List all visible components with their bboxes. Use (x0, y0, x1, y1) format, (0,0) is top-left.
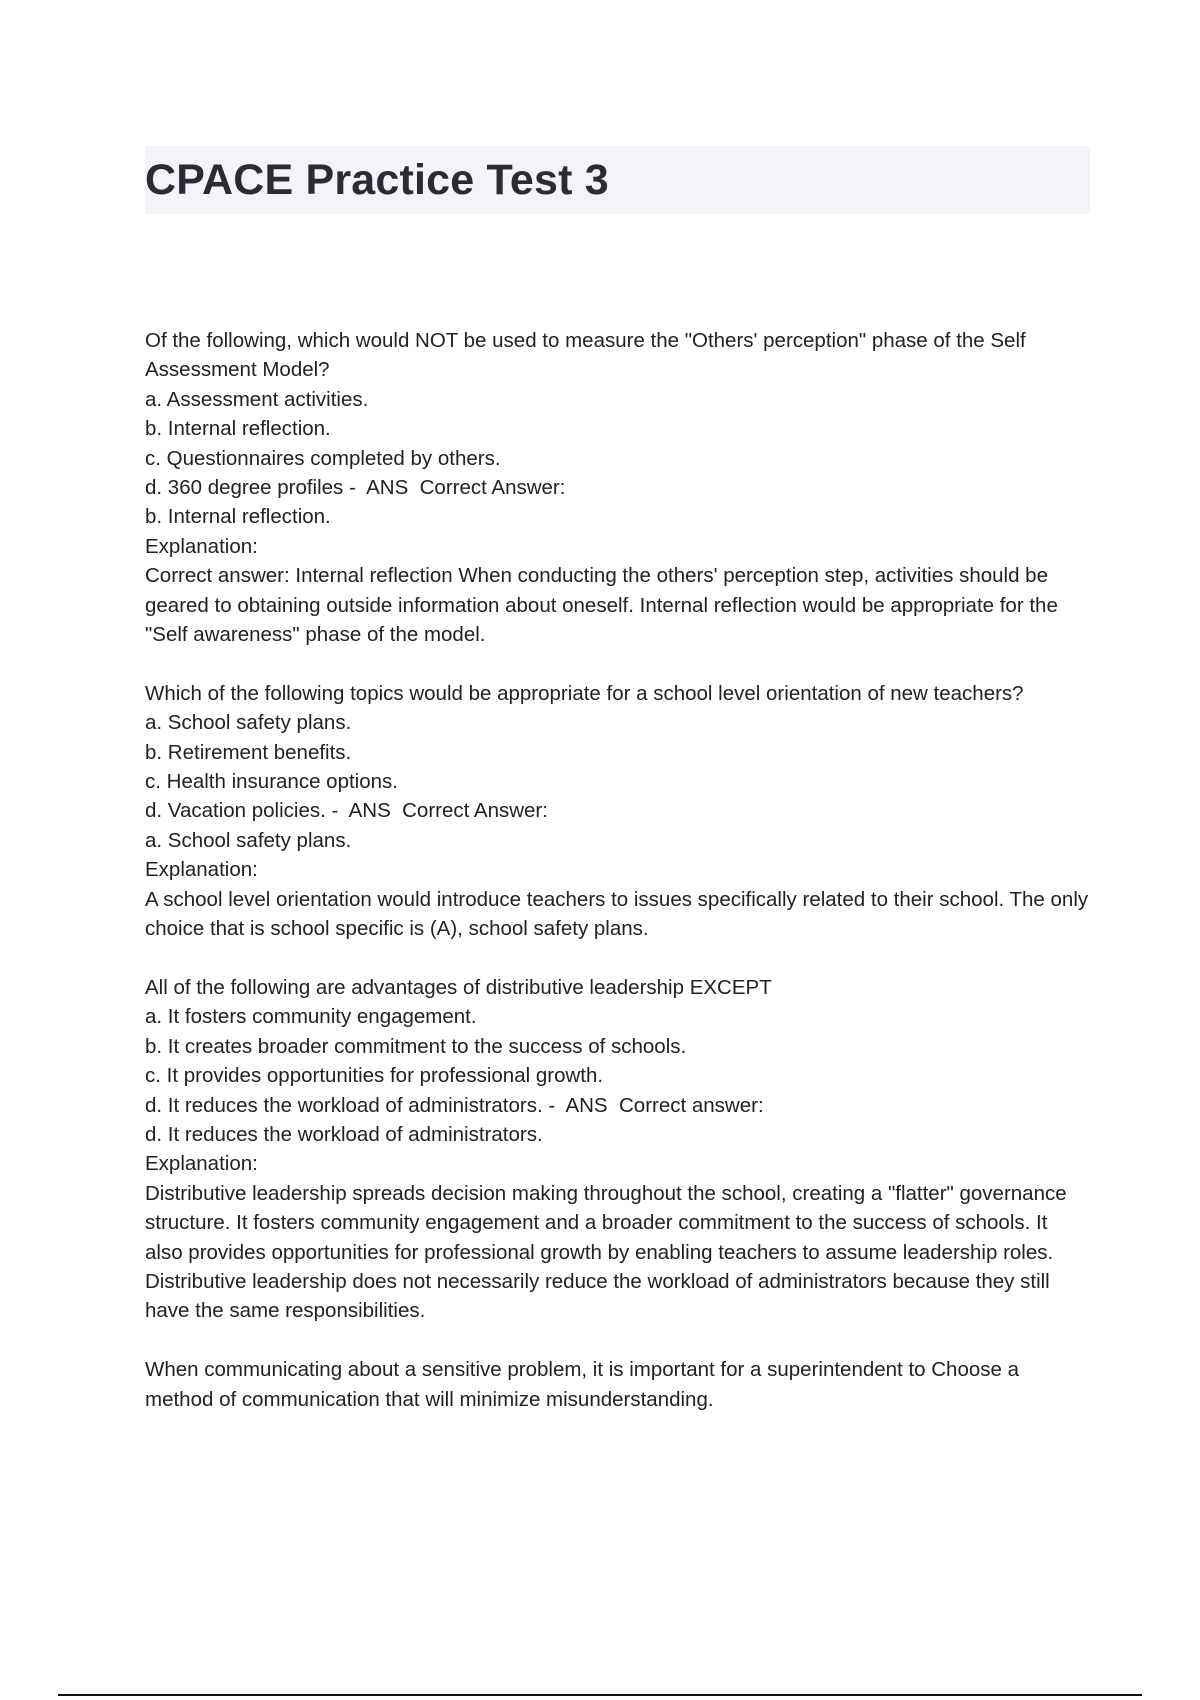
answer-option: d. It reduces the workload of administrators. - ANS Correct answer: (145, 1093, 764, 1117)
correct-answer: d. It reduces the workload of administrators. (145, 1122, 543, 1146)
question-prompt: When communicating about a sensitive problem, it is important for a superintendent to Choose a method of communication that will minimize misunderstanding. (145, 1358, 1019, 1411)
answer-option: d. Vacation policies. - ANS Correct Answer: (145, 799, 548, 823)
explanation-label: Explanation: (145, 858, 258, 882)
correct-answer: b. Internal reflection. (145, 505, 331, 529)
page-title: CPACE Practice Test 3 (145, 156, 609, 204)
answer-option: c. Questionnaires completed by others. (145, 446, 501, 470)
answer-option: a. It fosters community engagement. (145, 1005, 477, 1029)
question-block-2 (145, 679, 1090, 944)
answer-option: b. Retirement benefits. (145, 740, 352, 764)
title-banner (145, 146, 1090, 214)
answer-option: c. It provides opportunities for professional growth. (145, 1064, 604, 1088)
question-block-1 (145, 326, 1090, 649)
correct-answer: a. School safety plans. (145, 828, 352, 852)
answer-option: b. It creates broader commitment to the success of schools. (145, 1034, 687, 1058)
question-block-4 (145, 1355, 1090, 1414)
page-bottom-divider (58, 1694, 1142, 1696)
answer-option: d. 360 degree profiles - ANS Correct Answer: (145, 476, 566, 500)
explanation-label: Explanation: (145, 534, 258, 558)
answer-option: b. Internal reflection. (145, 417, 331, 441)
answer-option: a. Assessment activities. (145, 387, 369, 411)
document-body (145, 326, 1090, 1443)
explanation-text: Distributive leadership spreads decision making throughout the school, creating a "flatter" governance structure. It fosters community engagement and a broader commitment to the success of schools. It also provides opportunities for professional growth by enabling teachers to assume leadership roles. Distributive leadership does not necessarily reduce the workload of administrators because they still have the same responsibilities. (145, 1181, 1067, 1323)
explanation-text: A school level orientation would introduce teachers to issues specifically related to their school. The only choice that is school specific is (A), school safety plans. (145, 887, 1089, 941)
question-prompt: Which of the following topics would be appropriate for a school level orientation of new teachers? (145, 681, 1024, 705)
answer-option: c. Health insurance options. (145, 770, 398, 794)
question-prompt: Of the following, which would NOT be used to measure the "Others' perception" phase of the Self Assessment Model? (145, 329, 1026, 382)
answer-option: a. School safety plans. (145, 711, 352, 735)
explanation-label: Explanation: (145, 1152, 258, 1176)
question-block-3 (145, 973, 1090, 1326)
question-prompt: All of the following are advantages of distributive leadership EXCEPT (145, 975, 772, 999)
explanation-text: Correct answer: Internal reflection When conducting the others' perception step, activities should be geared to obtaining outside information about oneself. Internal reflection would be appropriate for the "Self awareness" phase of the model. (145, 564, 1058, 647)
